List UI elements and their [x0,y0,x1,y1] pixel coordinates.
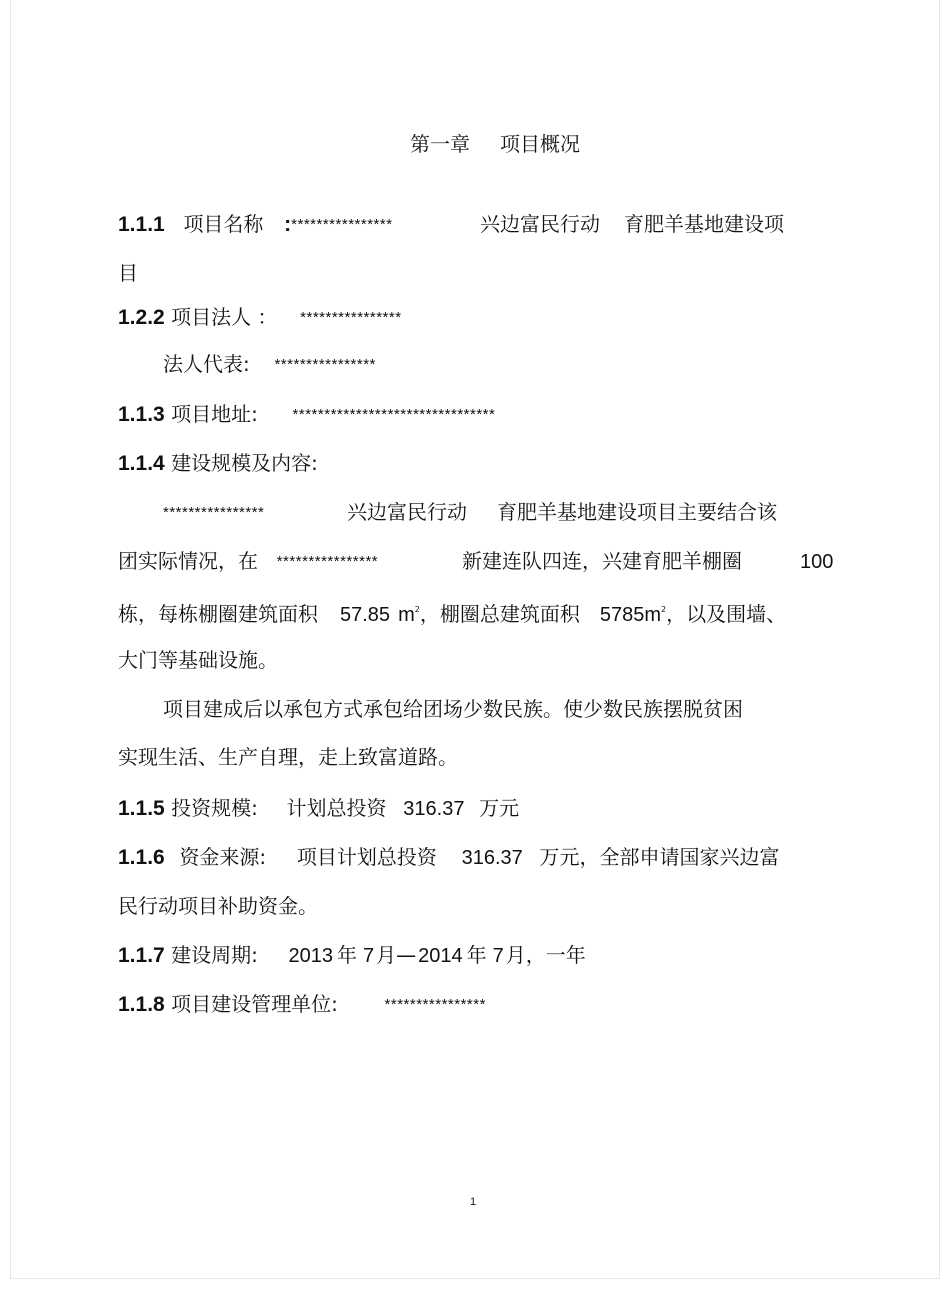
chapter-heading [0,132,950,156]
section-label: 投资规模: [171,796,258,820]
text-run: 年 [337,943,358,967]
section-number: 1.1.4 [118,452,165,475]
project-name-text [480,212,784,236]
section-label: 资金来源: [179,845,267,869]
section-1-1-7 [118,943,586,968]
paragraph-line [118,549,378,574]
section-number: 1.1.1 [118,213,165,236]
page-number: 1 [470,1196,477,1208]
section-number: 1.1.5 [118,797,165,820]
redacted-text: **************** [274,356,376,373]
unit: 万元 [479,796,520,820]
project-name-wrap: 目 [118,261,138,285]
text-run: 兴边富民行动 [347,500,467,524]
section-1-1-4 [118,451,318,476]
text-run: ，棚圈总建筑面积 [419,602,580,626]
paragraph-line [118,598,786,627]
chapter-label: 第一章 [410,132,470,156]
redacted-text: **************** [291,216,393,233]
number: 5785 [599,604,645,626]
year: 2013 [288,945,334,967]
text-run: 计划总投资 [286,796,387,820]
text-run: 新建连队四连，兴建育肥羊棚圈 [462,549,742,573]
section-number: 1.1.8 [118,993,165,1016]
section-number: 1.2.2 [118,306,165,329]
project-name-part: 育肥羊基地建设项 [624,212,784,236]
section-label: 建设周期: [171,943,258,967]
section-label: 项目地址: [171,402,258,426]
paragraph-line [800,549,833,574]
redacted-text: **************** [276,553,379,570]
text-run: 月— [376,943,417,967]
colon: : [284,213,292,236]
paragraph-line [347,500,777,524]
section-label: 项目建设管理单位: [171,992,338,1016]
section-1-1-6 [118,845,780,870]
text-run: 项目计划总投资 [296,845,437,869]
paragraph-line: 项目建成后以承包方式承包给团场少数民族。使少数民族摆脱贫困 [163,697,743,721]
text-run: 团实际情况，在 [118,549,258,573]
section-1-1-5 [118,796,519,821]
field-label: 法人代表: [163,352,250,376]
redacted-text: **************** [300,309,402,326]
section-label: 建设规模及内容: [171,451,318,475]
amount: 316.37 [403,798,465,820]
section-label: 项目名称 [183,212,264,236]
number: 57.85 [340,604,391,626]
unit: m [644,604,661,626]
section-number: 1.1.7 [118,944,165,967]
redacted-text: **************** [163,504,265,521]
paragraph-line: 实现生活、生产自理，走上致富道路。 [118,745,458,769]
unit: m [398,604,415,626]
text-run: 万元，全部申请国家兴边富 [539,845,780,869]
text-run: 栋，每栋棚圈建筑面积 [118,602,318,626]
month: 7 [492,945,504,967]
section-label: 项目法人 ： [171,305,278,329]
page-border [10,0,940,1279]
legal-representative [163,352,376,377]
number: 100 [800,551,834,573]
section-1-2-2 [118,305,402,330]
section-1-1-8 [118,992,486,1017]
text-run: 育肥羊基地建设项目主要结合该 [497,500,777,524]
chapter-title: 项目概况 [500,132,580,156]
section-number: 1.1.6 [118,846,165,869]
section-number: 1.1.3 [118,403,165,426]
paragraph-line: 大门等基础设施。 [118,648,278,672]
superscript: 2 [414,605,420,614]
text-run: 年 [466,943,487,967]
paragraph-line [462,549,742,573]
section-1-1-1 [118,212,393,237]
superscript: 2 [661,605,667,614]
project-name-part: 兴边富民行动 [480,212,600,236]
paragraph-line: 民行动项目补助资金。 [118,894,318,918]
text-run: ，以及围墙、 [666,602,787,626]
month: 7 [363,945,375,967]
year: 2014 [418,945,463,967]
amount: 316.37 [461,847,523,869]
text-run: 月，一年 [505,943,586,967]
paragraph-line [163,500,264,525]
section-1-1-3 [118,402,495,427]
redacted-text: **************** [384,996,486,1013]
redacted-text: ******************************** [292,406,496,423]
